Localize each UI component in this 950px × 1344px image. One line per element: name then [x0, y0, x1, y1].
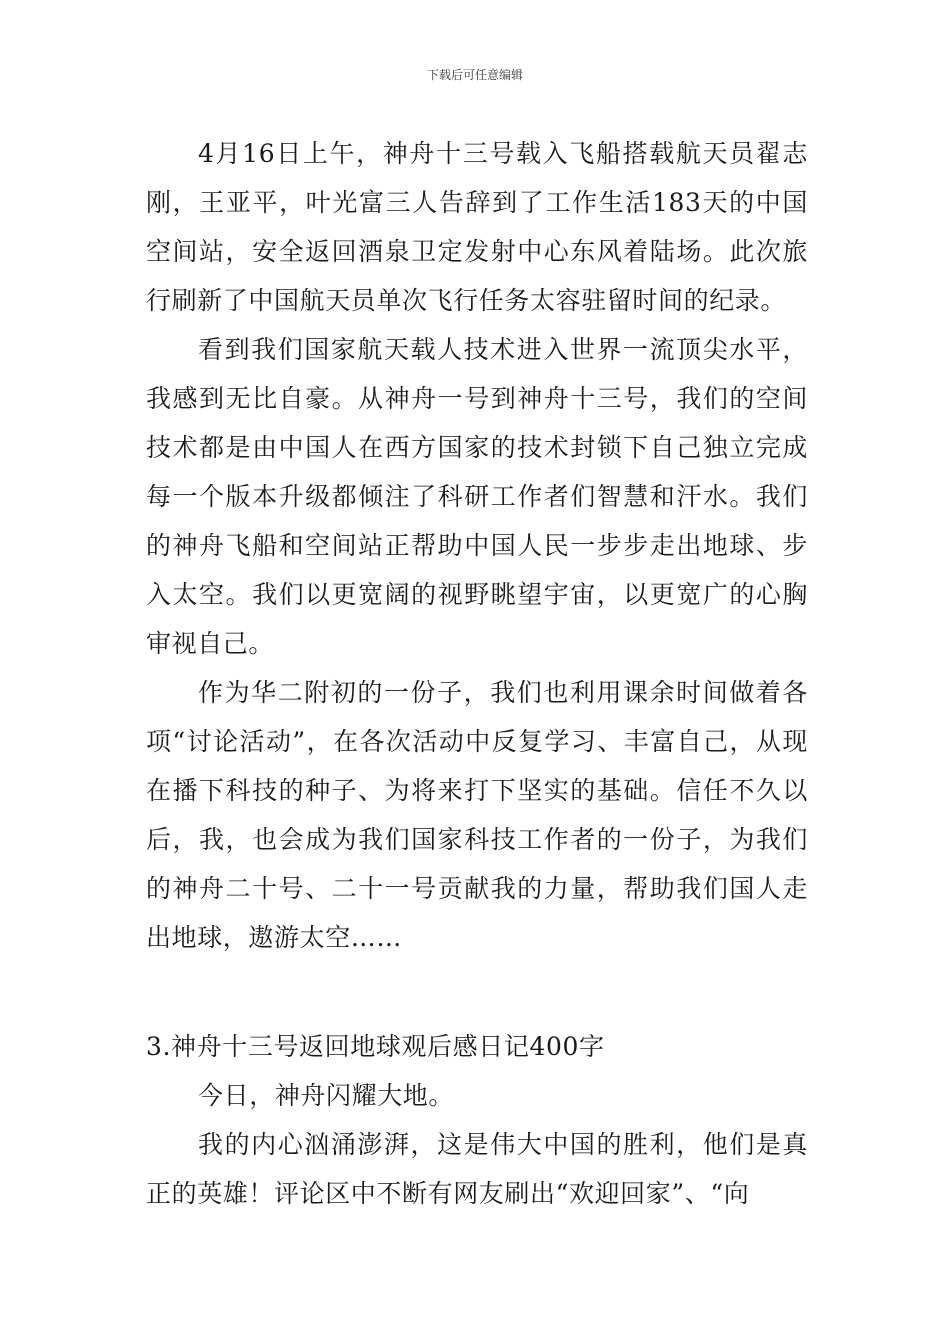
essay-body — [146, 129, 808, 962]
paragraph-1: 4月16日上午，神舟十三号载入飞船搭载航天员翟志刚，王亚平，叶光富三人告辞到了工作生活183天的中国空间站，安全返回酒泉卫定发射中心东风着陆场。此次旅行刷新了中国航天员单次飞行任务太容驻留时间的纪录。 — [146, 139, 808, 315]
paragraph-3: 作为华二附初的一份子，我们也利用课余时间做着各项“讨论活动”，在各次活动中反复学习、丰富自己，从现在播下科技的种子、为将来打下坚实的基础。信任不久以后，我，也会成为我们国家科技工作者的一份子，为我们的神舟二十号、二十一号贡献我的力量，帮助我们国人走出地球，遨游太空…… — [146, 678, 808, 952]
section-3-paragraph-1: 今日，神舟闪耀大地。 — [198, 1081, 455, 1110]
section-heading: 3.神舟十三号返回地球观后感日记400字 — [146, 1032, 605, 1061]
section-3-body — [146, 1071, 808, 1218]
paragraph-2: 看到我们国家航天载人技术进入世界一流顶尖水平，我感到无比自豪。从神舟一号到神舟十三号，我们的空间技术都是由中国人在西方国家的技术封锁下自己独立完成每一个版本升级都倾注了科研工作者们智慧和汗水。我们的神舟飞船和空间站正帮助中国人民一步步走出地球、步入太空。我们以更宽阔的视野眺望宇宙，以更宽广的心胸审视自己。 — [146, 335, 808, 658]
section-3-paragraph-2: 我的内心汹涌澎湃，这是伟大中国的胜利，他们是真正的英雄！评论区中不断有网友刷出“欢迎回家”、“向 — [146, 1130, 808, 1208]
header-note: 下载后可任意编辑 — [426, 68, 523, 82]
